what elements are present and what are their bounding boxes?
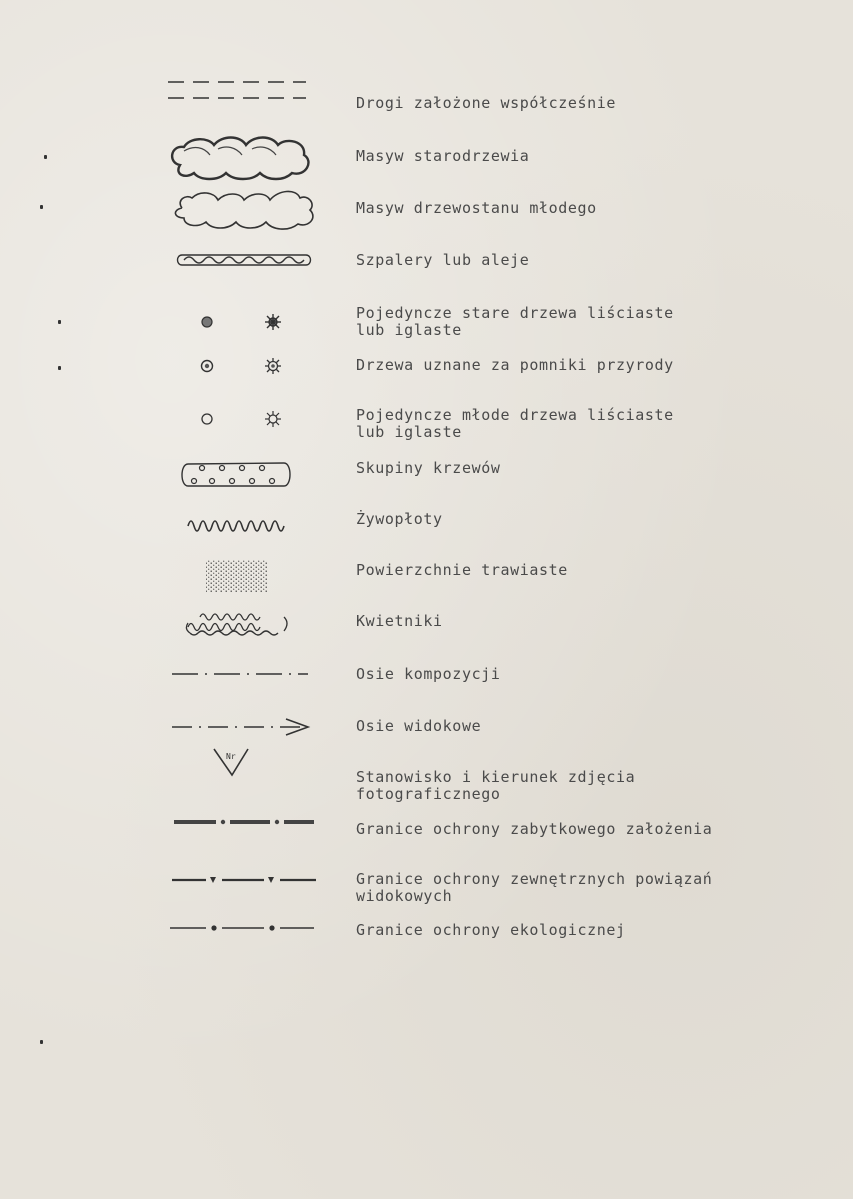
margin-mark [58,320,61,324]
shrub-groups-icon [160,458,320,492]
margin-mark [40,205,43,209]
flowerbed-icon [160,605,320,639]
grass-area-icon [160,558,320,594]
legend-label: Skupiny krzewów [356,459,501,477]
single-young-trees-icon [160,408,320,430]
natural-monument-trees-icon [160,355,320,377]
margin-mark [58,366,61,370]
margin-mark [40,1040,43,1044]
legend-label: Żywopłoty [356,510,443,528]
legend-label: Masyw starodrzewia [356,147,530,165]
margin-mark [44,155,47,159]
ecological-boundary-icon [160,920,320,936]
single-old-trees-icon [160,311,320,333]
legend-label: Pojedyncze młode drzewa liściaste lub iglaste [356,406,674,441]
external-links-boundary-icon [160,872,320,888]
young-tree-mass-icon [160,186,320,232]
legend-label: Pojedyncze stare drzewa liściaste lub iglaste [356,304,674,339]
legend-label: Masyw drzewostanu młodego [356,199,597,217]
old-tree-mass-icon [160,135,320,181]
legend-label: Granice ochrony zabytkowego założenia [356,820,713,838]
tree-rows-icon [160,250,320,272]
hedge-icon [160,512,320,532]
photo-station-icon [160,745,320,781]
legend-label: Szpalery lub aleje [356,251,530,269]
legend-label: Osie kompozycji [356,665,501,683]
composition-axis-icon [160,666,320,682]
heritage-boundary-icon [160,815,320,831]
legend-label: Drzewa uznane za pomniki przyrody [356,356,674,374]
legend-label: Granice ochrony ekologicznej [356,921,626,939]
legend-label: Powierzchnie trawiaste [356,561,568,579]
photo-number-marker: Nr [226,752,236,761]
legend-label: Stanowisko i kierunek zdjęcia fotograficznego [356,768,636,803]
legend-label: Osie widokowe [356,717,482,735]
view-axis-icon [160,715,320,739]
legend-label: Drogi założone współcześnie [356,94,617,112]
legend-label: Granice ochrony zewnętrznych powiązań widokowych [356,870,713,905]
modern-roads-icon [160,80,320,106]
legend-label: Kwietniki [356,612,443,630]
